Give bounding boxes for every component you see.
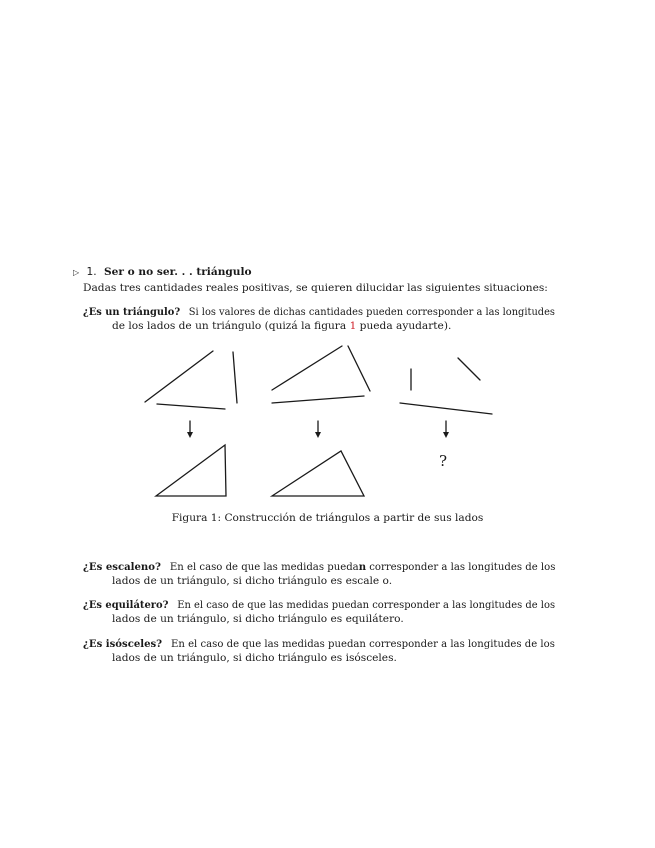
section-title: Ser o no ser. . . triángulo [104,266,252,278]
question-mark: ? [439,452,448,470]
arrowhead [187,432,193,438]
segment [400,403,492,414]
segment [348,346,370,391]
figure-reference-link[interactable]: 1 [349,320,357,332]
segment [233,352,237,403]
segment [458,358,480,380]
segment [145,351,213,402]
item-text: de los lados de un triángulo (quizá la figura [112,320,350,332]
item-equilateral-line1 [83,598,555,612]
item-text: En el caso de que las medidas puedan corresponder a las longitudes de los [177,599,556,611]
item-term: ¿Es un triángulo? [83,306,181,318]
section-number: 1. [86,266,97,278]
obtuse-triangle [272,451,364,496]
arrowhead [443,432,449,438]
item-term: ¿Es equilátero? [83,599,169,611]
segment [272,396,364,403]
figure-caption [0,511,655,525]
item-text: Si los valores de dichas cantidades pueden corresponder a las longitudes [188,306,555,318]
item-isosceles-line1 [83,637,555,651]
figure-caption-text: Figura 1: Construcción de triángulos a partir de sus lados [171,512,484,524]
segment [272,346,342,390]
right-triangle [156,445,226,496]
item-text: En el caso de que las medidas pueda [169,561,359,573]
item-equilateral-line2: lados de un triángulo, si dicho triángulo es equilátero. [112,613,404,625]
arrowhead [315,432,321,438]
item-term: ¿Es isósceles? [83,638,163,650]
item-isosceles-line2: lados de un triángulo, si dicho triángulo es isósceles. [112,652,397,664]
item-scalene-line1 [83,560,555,574]
section-marker: ▷ [73,268,80,277]
section-intro: Dadas tres cantidades reales positivas, se quieren dilucidar las siguientes situaciones: [83,282,548,294]
item-text-bold: n [358,561,367,573]
item-text: En el caso de que las medidas puedan corresponder a las longitudes de los [171,638,555,650]
item-text: corresponder a las longitudes de los [366,561,556,573]
segment [157,404,225,409]
item-scalene-line2: lados de un triángulo, si dicho triángulo es escale o. [112,575,393,587]
item-term: ¿Es escaleno? [83,561,161,573]
item-text: pueda ayudarte). [356,320,452,332]
